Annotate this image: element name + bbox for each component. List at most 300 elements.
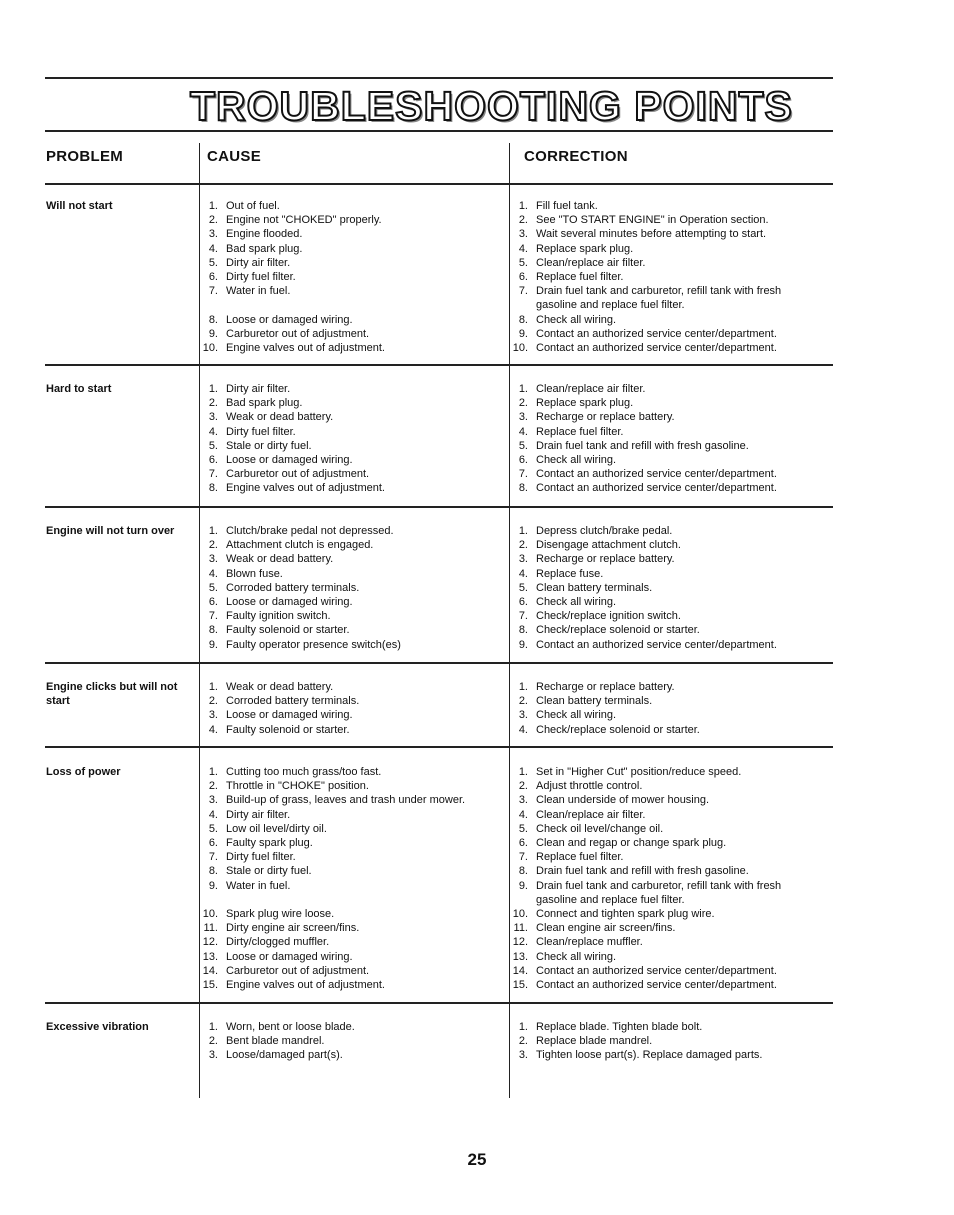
item-number: 3. (208, 553, 218, 566)
item-text: Recharge or replace battery. (536, 411, 675, 424)
list-item (510, 680, 821, 694)
item-text: Faulty solenoid or starter. (226, 723, 350, 736)
list-item (510, 1034, 821, 1048)
list-item (200, 638, 496, 652)
list-item (200, 765, 496, 779)
item-number: 2. (208, 695, 218, 708)
list-item (510, 467, 821, 481)
list-item (510, 439, 821, 453)
header-cause: CAUSE (207, 148, 262, 165)
item-number (510, 893, 536, 907)
list-item (510, 242, 821, 256)
problem-label: Engine clicks but will not start (46, 681, 178, 707)
item-number: 7. (518, 468, 528, 481)
list-item (200, 708, 496, 722)
list-item (200, 581, 496, 595)
list-item (510, 964, 821, 978)
item-number: 3. (518, 794, 528, 807)
item-number: 5. (208, 256, 218, 269)
item-number: 10. (512, 908, 528, 921)
item-text: Worn, bent or loose blade. (226, 1021, 355, 1033)
item-text: Dirty fuel filter. (226, 271, 296, 284)
item-text: Clutch/brake pedal not depressed. (226, 525, 394, 537)
item-number: 4. (208, 808, 218, 821)
list-item (200, 439, 496, 453)
item-number: 6. (208, 454, 218, 467)
list-item (200, 595, 496, 609)
item-text: Dirty fuel filter. (226, 851, 296, 864)
item-text: Replace fuel filter. (536, 425, 624, 438)
item-number: 2. (208, 397, 218, 410)
list-item (510, 256, 821, 270)
correction-list (510, 382, 821, 496)
item-number: 15. (512, 979, 528, 992)
item-number: 9. (208, 879, 218, 892)
list-item (200, 836, 496, 850)
item-text: Cutting too much grass/too fast. (226, 766, 382, 778)
item-text: Replace blade. Tighten blade bolt. (536, 1021, 703, 1033)
list-item (510, 1020, 821, 1034)
item-number: 13. (512, 950, 528, 963)
list-item (200, 850, 496, 864)
item-number: 9. (518, 879, 528, 892)
list-item (200, 723, 496, 737)
list-item (510, 978, 821, 992)
item-number: 6. (208, 271, 218, 284)
list-item (200, 298, 496, 312)
list-item (510, 581, 821, 595)
item-number: 3. (208, 228, 218, 241)
item-text: Contact an authorized service center/department. (536, 342, 777, 355)
item-text: Check all wiring. (536, 709, 617, 722)
cause-list (200, 680, 496, 737)
list-item (200, 694, 496, 708)
item-number: 12. (512, 936, 528, 949)
item-number: 1. (518, 1021, 528, 1033)
item-text: Faulty operator presence switch(es) (226, 638, 401, 651)
list-item (200, 793, 496, 807)
item-number: 13. (202, 950, 218, 963)
item-number: 9. (208, 638, 218, 651)
item-number: 4. (518, 242, 528, 255)
list-item (200, 467, 496, 481)
item-text: Bad spark plug. (226, 242, 303, 255)
item-text: Check all wiring. (536, 950, 617, 963)
item-text: Check all wiring. (536, 596, 617, 609)
item-number: 2. (518, 539, 528, 552)
item-number: 8. (518, 624, 528, 637)
list-item (510, 567, 821, 581)
list-item (200, 256, 496, 270)
item-number: 1. (518, 383, 528, 395)
item-text: gasoline and replace fuel filter. (536, 299, 685, 312)
list-item (200, 1034, 496, 1048)
item-number: 10. (512, 342, 528, 355)
item-text: Dirty air filter. (226, 383, 291, 395)
item-text: Clean battery terminals. (536, 581, 653, 594)
item-text: See "TO START ENGINE" in Operation section. (536, 214, 769, 227)
list-item (510, 481, 821, 495)
item-number (200, 893, 226, 907)
item-text: Dirty engine air screen/fins. (226, 922, 360, 935)
item-number: 4. (518, 808, 528, 821)
item-number: 7. (518, 610, 528, 623)
section-separator (45, 662, 833, 664)
list-item (200, 1020, 496, 1034)
item-text (226, 893, 496, 907)
correction-list (510, 199, 821, 355)
list-item (200, 410, 496, 424)
list-item (200, 453, 496, 467)
section-separator (45, 364, 833, 366)
problem-label: Excessive vibration (46, 1021, 149, 1033)
item-text: Contact an authorized service center/department. (536, 638, 777, 651)
list-item (510, 298, 821, 312)
item-text: Drain fuel tank and carburetor, refill tank with fresh (536, 285, 782, 298)
list-item (510, 341, 821, 355)
list-item (200, 284, 496, 298)
list-item (510, 609, 821, 623)
item-text: Bent blade mandrel. (226, 1035, 325, 1048)
correction-list (510, 524, 821, 652)
item-number: 4. (208, 567, 218, 580)
item-number: 6. (518, 596, 528, 609)
list-item (200, 822, 496, 836)
problem-label: Loss of power (46, 766, 121, 778)
item-number: 3. (208, 794, 218, 807)
item-number: 5. (518, 581, 528, 594)
list-item (200, 864, 496, 878)
item-number: 3. (518, 553, 528, 566)
item-number: 11. (203, 922, 218, 935)
list-item (510, 270, 821, 284)
item-text: Replace fuel filter. (536, 271, 624, 284)
cause-list (200, 1020, 496, 1063)
list-item (510, 623, 821, 637)
item-number: 3. (208, 709, 218, 722)
list-item (200, 552, 496, 566)
item-text: Spark plug wire loose. (226, 908, 335, 921)
item-number: 1. (518, 681, 528, 693)
item-text: Weak or dead battery. (226, 411, 334, 424)
item-text: Clean engine air screen/fins. (536, 922, 676, 935)
item-text: Low oil level/dirty oil. (226, 822, 327, 835)
list-item (510, 808, 821, 822)
list-item (510, 227, 821, 241)
item-text: Weak or dead battery. (226, 681, 334, 693)
item-text: Drain fuel tank and refill with fresh gasoline. (536, 439, 749, 452)
item-number: 5. (208, 439, 218, 452)
item-number: 3. (518, 709, 528, 722)
list-item (200, 341, 496, 355)
item-text: Clean/replace air filter. (536, 808, 646, 821)
list-item (200, 313, 496, 327)
item-text: Carburetor out of adjustment. (226, 327, 370, 340)
item-number: 9. (518, 327, 528, 340)
item-text: Clean underside of mower housing. (536, 794, 710, 807)
item-number: 3. (518, 1049, 528, 1062)
list-item (510, 921, 821, 935)
item-text: Adjust throttle control. (536, 780, 643, 793)
item-number: 14. (202, 964, 218, 977)
list-item (200, 921, 496, 935)
item-number: 1. (208, 383, 218, 395)
correction-list (510, 1020, 821, 1063)
item-text: Engine flooded. (226, 228, 303, 241)
item-text: Tighten loose part(s). Replace damaged parts. (536, 1049, 763, 1062)
item-text: Drain fuel tank and carburetor, refill tank with fresh (536, 879, 782, 892)
item-number: 6. (518, 837, 528, 850)
item-text: Dirty fuel filter. (226, 425, 296, 438)
item-number: 8. (208, 865, 218, 878)
item-number: 1. (518, 200, 528, 212)
item-text: Faulty solenoid or starter. (226, 624, 350, 637)
list-item (510, 453, 821, 467)
list-item (200, 680, 496, 694)
item-text: Clean/replace muffler. (536, 936, 643, 949)
item-number: 10. (202, 342, 218, 355)
item-number: 6. (518, 454, 528, 467)
problem-label: Will not start (46, 200, 113, 212)
list-item (510, 538, 821, 552)
item-number: 10. (202, 908, 218, 921)
item-number: 4. (518, 723, 528, 736)
item-text: Attachment clutch is engaged. (226, 539, 374, 552)
item-text: Replace spark plug. (536, 397, 634, 410)
list-item (510, 410, 821, 424)
list-item (510, 765, 821, 779)
item-text: Dirty air filter. (226, 808, 291, 821)
list-item (200, 327, 496, 341)
item-number: 7. (208, 610, 218, 623)
item-text: Out of fuel. (226, 200, 280, 212)
item-number: 1. (208, 766, 218, 778)
item-number: 6. (208, 837, 218, 850)
list-item (200, 978, 496, 992)
item-number: 3. (518, 411, 528, 424)
item-number: 7. (208, 851, 218, 864)
item-text: Engine not "CHOKED" properly. (226, 214, 382, 227)
item-text: Water in fuel. (226, 879, 291, 892)
item-number: 8. (518, 313, 528, 326)
item-number: 2. (208, 780, 218, 793)
item-text: Clean and regap or change spark plug. (536, 837, 727, 850)
item-number: 7. (518, 851, 528, 864)
list-item (510, 552, 821, 566)
item-text: Connect and tighten spark plug wire. (536, 908, 715, 921)
item-number: 4. (208, 723, 218, 736)
item-text: Clean battery terminals. (536, 695, 653, 708)
list-item (510, 879, 821, 893)
list-item (200, 425, 496, 439)
item-number: 4. (518, 425, 528, 438)
item-number: 2. (518, 695, 528, 708)
list-item (200, 396, 496, 410)
top-rule (45, 77, 833, 79)
list-item (510, 382, 821, 396)
item-text: Dirty air filter. (226, 256, 291, 269)
problem-label: Hard to start (46, 383, 112, 395)
list-item (200, 538, 496, 552)
item-text: Clean/replace air filter. (536, 383, 646, 395)
title-underline (45, 130, 833, 132)
list-item (510, 1048, 821, 1062)
item-text: Loose or damaged wiring. (226, 950, 353, 963)
list-item (510, 836, 821, 850)
item-number: 1. (518, 766, 528, 778)
item-text: Faulty ignition switch. (226, 610, 331, 623)
list-item (200, 893, 496, 907)
item-text: Dirty/clogged muffler. (226, 936, 330, 949)
item-number: 8. (518, 865, 528, 878)
item-text: gasoline and replace fuel filter. (536, 893, 685, 906)
list-item (510, 822, 821, 836)
item-number: 3. (208, 1049, 218, 1062)
item-text: Loose or damaged wiring. (226, 313, 353, 326)
item-number: 8. (208, 482, 218, 495)
correction-list (510, 680, 821, 737)
item-number: 5. (208, 581, 218, 594)
item-text: Recharge or replace battery. (536, 681, 675, 693)
item-number: 1. (208, 525, 218, 537)
list-item (200, 567, 496, 581)
item-number: 2. (518, 1035, 528, 1048)
item-text: Loose/damaged part(s). (226, 1049, 343, 1062)
list-item (510, 708, 821, 722)
item-number: 2. (518, 780, 528, 793)
page-title: TROUBLESHOOTING POINTS (190, 83, 793, 129)
item-text: Check/replace solenoid or starter. (536, 723, 700, 736)
item-text: Build-up of grass, leaves and trash under mower. (226, 794, 466, 807)
item-text: Disengage attachment clutch. (536, 539, 681, 552)
item-number: 5. (518, 439, 528, 452)
item-number: 6. (208, 596, 218, 609)
header-correction: CORRECTION (524, 148, 628, 165)
item-number: 5. (208, 822, 218, 835)
item-number: 12. (202, 936, 218, 949)
item-text: Engine valves out of adjustment. (226, 482, 385, 495)
item-text: Contact an authorized service center/department. (536, 468, 777, 481)
item-text: Replace spark plug. (536, 242, 634, 255)
list-item (200, 935, 496, 949)
item-number: 9. (208, 327, 218, 340)
list-item (200, 964, 496, 978)
list-item (510, 213, 821, 227)
list-item (510, 893, 821, 907)
item-number: 2. (518, 397, 528, 410)
item-number: 1. (208, 681, 218, 693)
list-item (510, 284, 821, 298)
list-item (510, 199, 821, 213)
item-text: Loose or damaged wiring. (226, 709, 353, 722)
page-number: 25 (467, 1150, 487, 1169)
item-text: Loose or damaged wiring. (226, 454, 353, 467)
item-text: Wait several minutes before attempting to start. (536, 228, 767, 241)
item-number: 3. (208, 411, 218, 424)
list-item (510, 595, 821, 609)
section-separator (45, 1002, 833, 1004)
section-separator (45, 746, 833, 748)
list-item (200, 950, 496, 964)
item-text: Blown fuse. (226, 567, 283, 580)
problem-label: Engine will not turn over (46, 525, 175, 537)
list-item (200, 242, 496, 256)
list-item (200, 623, 496, 637)
list-item (200, 609, 496, 623)
item-text: Clean/replace air filter. (536, 256, 646, 269)
list-item (200, 907, 496, 921)
item-text: Engine valves out of adjustment. (226, 342, 385, 355)
item-text: Drain fuel tank and refill with fresh gasoline. (536, 865, 749, 878)
item-number: 1. (208, 200, 218, 212)
item-text: Contact an authorized service center/department. (536, 482, 777, 495)
item-number (200, 298, 226, 312)
list-item (510, 694, 821, 708)
item-text: Corroded battery terminals. (226, 695, 360, 708)
list-item (510, 638, 821, 652)
item-text: Carburetor out of adjustment. (226, 964, 370, 977)
item-number: 6. (518, 271, 528, 284)
item-text: Faulty spark plug. (226, 837, 313, 850)
item-text: Check all wiring. (536, 454, 617, 467)
list-item (510, 850, 821, 864)
item-number: 8. (518, 482, 528, 495)
item-text: Engine valves out of adjustment. (226, 979, 385, 992)
item-text: Corroded battery terminals. (226, 581, 360, 594)
item-number: 7. (208, 468, 218, 481)
list-item (200, 199, 496, 213)
list-item (200, 382, 496, 396)
list-item (200, 524, 496, 538)
item-text: Set in "Higher Cut" position/reduce speed. (536, 766, 742, 778)
item-text: Check all wiring. (536, 313, 617, 326)
list-item (510, 396, 821, 410)
item-number: 8. (208, 313, 218, 326)
item-text: Replace fuse. (536, 567, 604, 580)
item-number (510, 298, 536, 312)
item-text: Contact an authorized service center/department. (536, 327, 777, 340)
item-text: Replace fuel filter. (536, 851, 624, 864)
list-item (200, 808, 496, 822)
section-separator (45, 506, 833, 508)
list-item (510, 864, 821, 878)
item-text: Bad spark plug. (226, 397, 303, 410)
header-separator (45, 183, 833, 185)
item-text: Carburetor out of adjustment. (226, 468, 370, 481)
list-item (510, 327, 821, 341)
list-item (510, 524, 821, 538)
item-text: Check/replace solenoid or starter. (536, 624, 700, 637)
item-number: 14. (512, 964, 528, 977)
list-item (510, 313, 821, 327)
item-number: 3. (518, 228, 528, 241)
item-number: 2. (208, 1035, 218, 1048)
list-item (510, 779, 821, 793)
list-item (510, 907, 821, 921)
cause-list (200, 382, 496, 496)
item-number: 4. (208, 242, 218, 255)
list-item (200, 213, 496, 227)
cause-list (200, 765, 496, 992)
list-item (200, 779, 496, 793)
list-item (200, 270, 496, 284)
item-text: Weak or dead battery. (226, 553, 334, 566)
list-item (200, 1048, 496, 1062)
item-number: 15. (202, 979, 218, 992)
item-text: Contact an authorized service center/department. (536, 964, 777, 977)
item-number: 1. (208, 1021, 218, 1033)
item-text: Stale or dirty fuel. (226, 439, 312, 452)
